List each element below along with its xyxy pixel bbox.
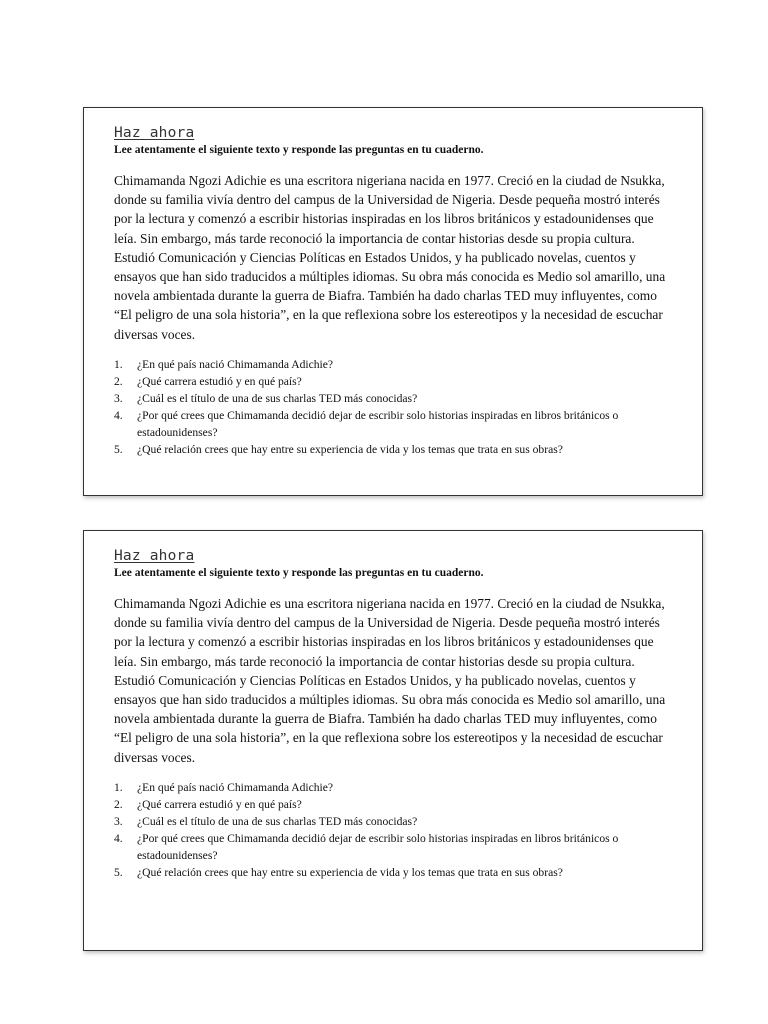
worksheet-card [83,530,703,951]
question-item [114,796,674,813]
question-number: 1. [114,780,123,794]
question-item [114,441,674,458]
worksheet-card [83,107,703,496]
question-number: 1. [114,357,123,371]
card-title: Haz ahora [114,548,195,564]
card-content [114,547,674,881]
question-item [114,864,674,881]
instruction-text: Lee atentamente el siguiente texto y responde las preguntas en tu cuaderno. [114,144,484,156]
card-title: Haz ahora [114,125,195,141]
question-text: ¿Cuál es el título de una de sus charlas TED más conocidas? [137,391,418,405]
instruction-text: Lee atentamente el siguiente texto y responde las preguntas en tu cuaderno. [114,567,484,579]
question-number: 2. [114,374,123,388]
paragraph: Chimamanda Ngozi Adichie es una escritora nigeriana nacida en 1977. Creció en la ciudad de Nsukka, donde su familia vivía dentro del campus de la Universidad de Nigeria. Desde pequeña mostró interés por la lectura y comenzó a escribir historias inspiradas en los libros británicos y estadounidenses que leía. Sin embargo, más tarde reconoció la importancia de contar historias desde su propia cultura. [114,596,665,669]
reading-text [114,171,674,344]
question-text: ¿Qué carrera estudió y en qué país? [137,374,302,388]
question-number: 3. [114,391,123,405]
question-number: 2. [114,797,123,811]
question-number: 5. [114,442,123,456]
question-number: 5. [114,865,123,879]
question-list [114,779,674,881]
question-item [114,779,674,796]
question-text: ¿Qué carrera estudió y en qué país? [137,797,302,811]
question-item [114,356,674,373]
question-text: ¿Cuál es el título de una de sus charlas TED más conocidas? [137,814,418,828]
question-item [114,390,674,407]
question-text: ¿Por qué crees que Chimamanda decidió dejar de escribir solo historias inspiradas en libros británicos o estadounidenses? [137,408,619,439]
question-number: 4. [114,831,123,845]
question-item [114,407,674,441]
question-text: ¿Qué relación crees que hay entre su experiencia de vida y los temas que trata en sus obras? [137,865,563,879]
question-number: 3. [114,814,123,828]
question-text: ¿En qué país nació Chimamanda Adichie? [137,780,334,794]
question-list [114,356,674,458]
paragraph: Estudió Comunicación y Ciencias Políticas en Estados Unidos, y ha publicado novelas, cuentos y ensayos que han sido traducidos a múltiples idiomas. Su obra más conocida es Medio sol amarillo, una novela ambientada durante la guerra de Biafra. También ha dado charlas TED muy influyentes, como “El peligro de una sola historia”, en la que reflexiona sobre los estereotipos y la necesidad de escuchar diversas voces. [114,672,666,765]
paragraph: Estudió Comunicación y Ciencias Políticas en Estados Unidos, y ha publicado novelas, cuentos y ensayos que han sido traducidos a múltiples idiomas. Su obra más conocida es Medio sol amarillo, una novela ambientada durante la guerra de Biafra. También ha dado charlas TED muy influyentes, como “El peligro de una sola historia”, en la que reflexiona sobre los estereotipos y la necesidad de escuchar diversas voces. [114,249,666,342]
question-text: ¿Por qué crees que Chimamanda decidió dejar de escribir solo historias inspiradas en libros británicos o estadounidenses? [137,831,619,862]
question-text: ¿En qué país nació Chimamanda Adichie? [137,357,334,371]
card-content [114,124,674,458]
question-text: ¿Qué relación crees que hay entre su experiencia de vida y los temas que trata en sus obras? [137,442,563,456]
paragraph: Chimamanda Ngozi Adichie es una escritora nigeriana nacida en 1977. Creció en la ciudad de Nsukka, donde su familia vivía dentro del campus de la Universidad de Nigeria. Desde pequeña mostró interés por la lectura y comenzó a escribir historias inspiradas en los libros británicos y estadounidenses que leía. Sin embargo, más tarde reconoció la importancia de contar historias desde su propia cultura. [114,173,665,246]
question-item [114,373,674,390]
question-item [114,830,674,864]
question-number: 4. [114,408,123,422]
reading-text [114,594,674,767]
question-item [114,813,674,830]
